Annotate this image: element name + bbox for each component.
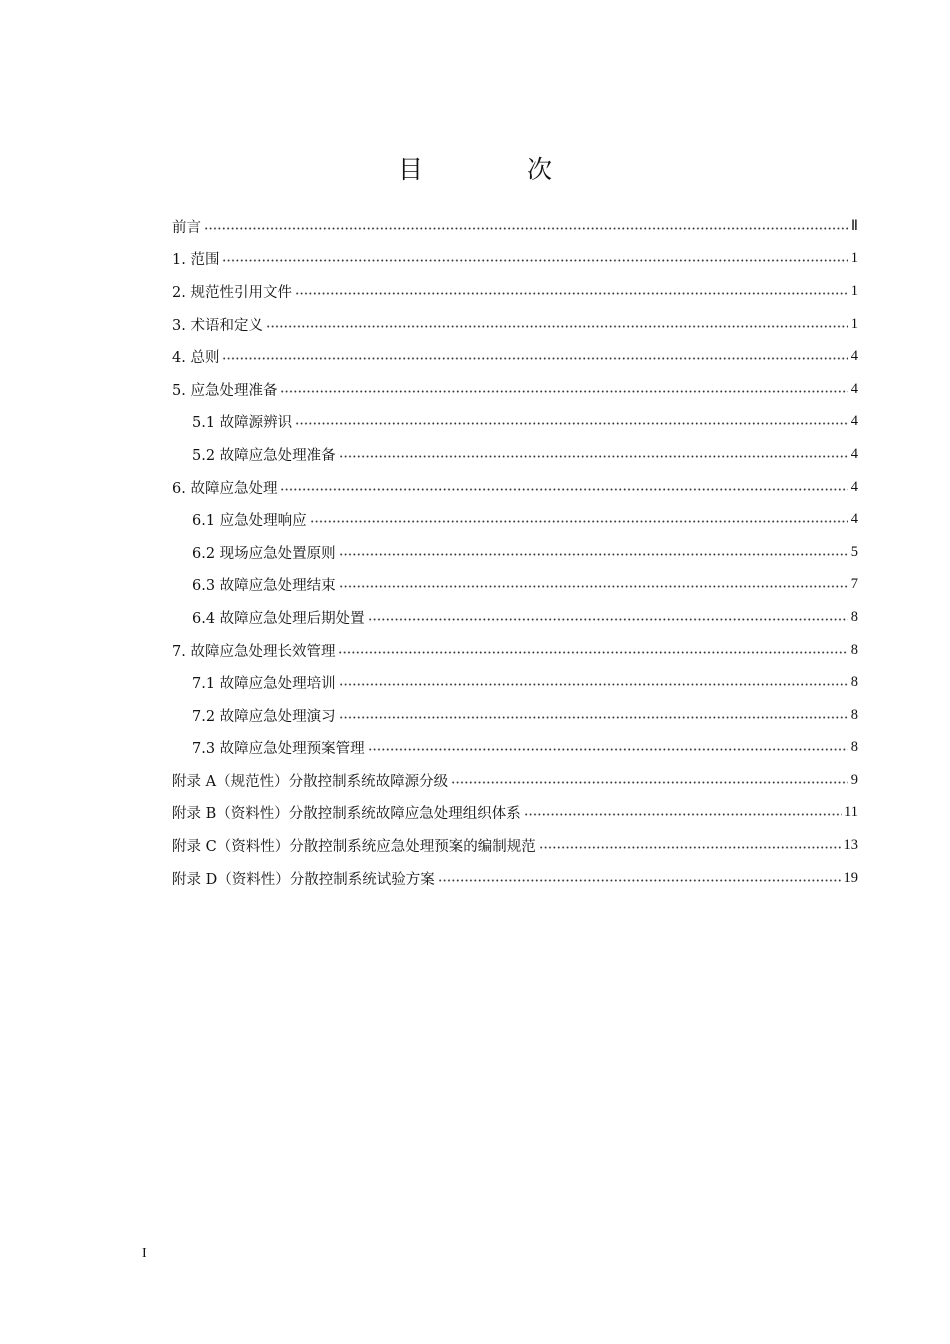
toc-entry-page: 1 bbox=[850, 250, 858, 267]
toc-entry-page: 8 bbox=[850, 739, 858, 756]
toc-entry-page: 11 bbox=[844, 804, 858, 821]
toc-leader-dots bbox=[524, 813, 842, 816]
toc-entry-label: 前言 bbox=[172, 219, 201, 236]
toc-entry-page: 4 bbox=[850, 478, 858, 495]
toc-leader-dots bbox=[295, 422, 848, 425]
toc-entry-label: 1. 范围 bbox=[172, 252, 220, 269]
toc-entry-page: 4 bbox=[850, 445, 858, 462]
toc-entry[interactable] bbox=[172, 634, 858, 667]
toc-leader-dots bbox=[339, 455, 848, 458]
toc-entry[interactable] bbox=[172, 275, 858, 308]
toc-entry-label: 5.2 故障应急处理准备 bbox=[192, 447, 336, 464]
toc-entry[interactable] bbox=[172, 373, 858, 406]
toc-entry-page: 13 bbox=[843, 837, 858, 854]
toc-entry-page: 4 bbox=[850, 511, 858, 528]
toc-entry-label: 7.2 故障应急处理演习 bbox=[192, 708, 336, 725]
toc-entry[interactable] bbox=[172, 210, 858, 243]
toc-entry-page: 8 bbox=[850, 674, 858, 691]
toc-entry-label: 附录 A（规范性）分散控制系统故障源分级 bbox=[172, 773, 449, 790]
toc-leader-dots bbox=[204, 227, 848, 230]
toc-leader-dots bbox=[222, 357, 848, 360]
toc-leader-dots bbox=[438, 879, 842, 882]
toc-entry-page: 8 bbox=[850, 641, 858, 658]
toc-leader-dots bbox=[295, 292, 848, 295]
toc-entry-label: 7.3 故障应急处理预案管理 bbox=[192, 741, 365, 758]
toc-entry[interactable] bbox=[172, 406, 858, 439]
toc-leader-dots bbox=[368, 748, 848, 751]
toc-entry-label: 3. 术语和定义 bbox=[172, 317, 263, 334]
toc-entry-page: 1 bbox=[850, 315, 858, 332]
toc-entry-page: 7 bbox=[850, 576, 858, 593]
toc-entry-page: 9 bbox=[850, 771, 858, 788]
toc-leader-dots bbox=[280, 390, 848, 393]
toc-entry-label: 4. 总则 bbox=[172, 350, 220, 367]
toc-leader-dots bbox=[339, 585, 848, 588]
toc-entry-label: 附录 B（资料性）分散控制系统故障应急处理组织体系 bbox=[172, 806, 521, 823]
toc-entry-page: 4 bbox=[850, 380, 858, 397]
toc-entry-label: 2. 规范性引用文件 bbox=[172, 284, 292, 301]
page-number: I bbox=[142, 1246, 147, 1261]
toc-entry[interactable] bbox=[172, 732, 858, 765]
toc-leader-dots bbox=[368, 618, 848, 621]
toc-entry[interactable] bbox=[172, 340, 858, 373]
toc-entry[interactable] bbox=[172, 471, 858, 504]
toc-entry[interactable] bbox=[172, 243, 858, 276]
toc-entry-page: Ⅱ bbox=[850, 217, 858, 234]
toc-leader-dots bbox=[338, 651, 848, 654]
toc-leader-dots bbox=[339, 553, 848, 556]
toc-entry-label: 6.4 故障应急处理后期处置 bbox=[192, 610, 365, 627]
toc-entry-label: 5.1 故障源辨识 bbox=[192, 415, 293, 432]
toc-entry-label: 附录 D（资料性）分散控制系统试验方案 bbox=[172, 871, 435, 888]
toc-entry-page: 5 bbox=[850, 543, 858, 560]
toc-entry-label: 7. 故障应急处理长效管理 bbox=[172, 643, 336, 660]
toc-entry[interactable] bbox=[172, 862, 858, 895]
toc-entry[interactable] bbox=[172, 764, 858, 797]
toc-leader-dots bbox=[339, 683, 848, 686]
toc-leader-dots bbox=[339, 716, 848, 719]
toc-leader-dots bbox=[310, 520, 848, 523]
toc-entry[interactable] bbox=[172, 699, 858, 732]
toc-entry-page: 8 bbox=[850, 706, 858, 723]
page-title: 目 次 bbox=[398, 155, 600, 184]
toc-entry[interactable] bbox=[172, 308, 858, 341]
toc-leader-dots bbox=[539, 846, 842, 849]
toc-entry-page: 8 bbox=[850, 608, 858, 625]
toc-entry-page: 4 bbox=[850, 413, 858, 430]
toc-entry-label: 6. 故障应急处理 bbox=[172, 480, 278, 497]
toc-leader-dots bbox=[451, 781, 848, 784]
toc-entry-page: 19 bbox=[843, 869, 858, 886]
toc-entry-label: 7.1 故障应急处理培训 bbox=[192, 676, 336, 693]
toc-entry-label: 6.1 应急处理响应 bbox=[192, 513, 307, 530]
toc-entry-page: 4 bbox=[850, 348, 858, 365]
toc-entry-label: 5. 应急处理准备 bbox=[172, 382, 278, 399]
toc-entry-label: 附录 C（资料性）分散控制系统应急处理预案的编制规范 bbox=[172, 839, 536, 856]
toc-leader-dots bbox=[280, 488, 848, 491]
toc-entry[interactable] bbox=[172, 666, 858, 699]
toc-entry-page: 1 bbox=[850, 282, 858, 299]
toc-entry[interactable] bbox=[172, 601, 858, 634]
toc-leader-dots bbox=[222, 259, 848, 262]
toc-entry[interactable] bbox=[172, 569, 858, 602]
table-of-contents bbox=[172, 210, 858, 894]
toc-entry[interactable] bbox=[172, 503, 858, 536]
toc-leader-dots bbox=[266, 325, 848, 328]
toc-entry-label: 6.3 故障应急处理结束 bbox=[192, 578, 336, 595]
toc-entry-label: 6.2 现场应急处置原则 bbox=[192, 545, 336, 562]
toc-entry[interactable] bbox=[172, 536, 858, 569]
toc-entry[interactable] bbox=[172, 829, 858, 862]
toc-entry[interactable] bbox=[172, 797, 858, 830]
toc-entry[interactable] bbox=[172, 438, 858, 471]
